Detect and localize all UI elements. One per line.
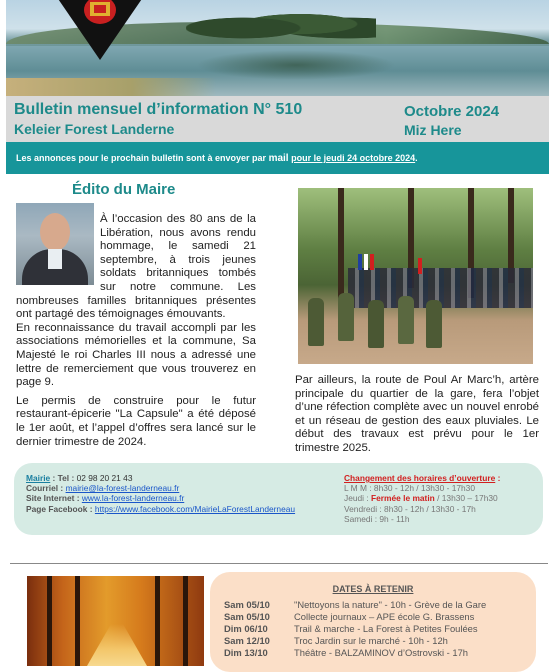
hours-title: Changement des horaires d’ouverture	[344, 473, 496, 483]
autumn-forest-photo	[27, 576, 204, 666]
issue-month-breton: Miz Here	[404, 122, 462, 138]
date-item	[224, 599, 486, 610]
edito-paragraph-continued: Par ailleurs, la route de Poul Ar Marc’h, artère principale du quartier de la gare, fera l’objet d’une réfection complète avec un nouvel enrobé et un réseau de gestion des eaux pluviales. Le début des travaux est prévu pour le 1er trimestre 2025.	[295, 374, 539, 454]
bulletin-title: Bulletin mensuel d’information N° 510	[14, 101, 303, 118]
edito-paragraph: À l’occasion des 80 ans de la Libération, nous avons rendu hommage, le samedi 21 septembre, à trois jeunes soldats britanniques tombés sur notre commune. Les nombreuses familles britanniques présentes ont partagé des témoignages émouvants.	[16, 213, 256, 321]
edito-title: Édito du Maire	[72, 181, 176, 198]
date-item	[224, 647, 468, 658]
date-event: Théâtre - BALZAMINOV d’Ostrovski - 17h	[294, 647, 469, 658]
edito-paragraph: Le permis de construire pour le futur restaurant-épicerie "La Capsule" a été déposé le 1er août, et l’appel d’offres sera lancé sur le dernier trimestre de 2024.	[16, 394, 256, 448]
edito-paragraph: En reconnaissance du travail accompli par les associations mémorielles et la commune, Sa Majesté le roi Charles III nous a adressé une lettre de remerciement que vous trouverez en page 9.	[16, 321, 256, 389]
facebook-label: Page Facebook :	[26, 503, 95, 514]
date-event: Troc Jardin sur le marché - 10h - 12h	[294, 635, 448, 646]
date-day: Sam 05/10	[224, 599, 270, 610]
facebook-link[interactable]: https://www.facebook.com/MairieLaForestLanderneau	[94, 503, 296, 514]
hours-closed-morning: Fermée le matin	[371, 493, 435, 504]
notice-mail-word: mail	[268, 153, 289, 164]
hours-line: Vendredi : 8h30 - 12h / 13h30 - 17h	[344, 503, 476, 514]
date-day: Sam 05/10	[224, 611, 270, 622]
tel-label: : Tel :	[50, 473, 77, 483]
notice-end: .	[415, 153, 418, 163]
section-divider	[10, 563, 548, 564]
bulletin-subtitle: Keleier Forest Landerne	[14, 121, 175, 137]
hours-title-suffix: :	[495, 473, 501, 483]
date-item	[224, 623, 478, 634]
date-day: Sam 12/10	[224, 635, 270, 646]
edito-text	[16, 213, 256, 449]
submission-notice	[6, 142, 549, 174]
date-day: Dim 06/10	[224, 623, 268, 634]
email-link[interactable]: mairie@la-forest-landerneau.fr	[65, 483, 180, 494]
hours-thursday-suffix: / 13h30 – 17h30	[434, 493, 498, 504]
dates-title: DATES À RETENIR	[332, 584, 414, 594]
hours-line: L M M : 8h30 - 12h / 13h30 - 17h30	[344, 483, 475, 494]
date-event: Trail & marche - La Forest à Petites Foulées	[294, 623, 478, 634]
mairie-label: Mairie	[26, 473, 51, 483]
issue-month: Octobre 2024	[404, 103, 500, 120]
phone-number: 02 98 20 21 43	[76, 473, 133, 483]
ceremony-photo	[298, 188, 533, 364]
town-crest-logo	[52, 0, 148, 60]
notice-text: Les annonces pour le prochain bulletin sont à envoyer par	[16, 153, 269, 163]
website-link[interactable]: www.la-forest-landerneau.fr	[81, 493, 185, 504]
email-label: Courriel :	[26, 483, 66, 494]
date-event: Collecte journaux – APE école G. Brassens	[294, 611, 475, 622]
date-item	[224, 611, 474, 622]
hours-thursday-prefix: Jeudi :	[344, 493, 372, 504]
hours-line: Samedi : 9h - 11h	[344, 513, 410, 524]
date-item	[224, 635, 448, 646]
contact-details	[26, 473, 295, 514]
notice-deadline: pour le jeudi 24 octobre 2024	[291, 153, 416, 163]
date-event: "Nettoyons la nature" - 10h - Grève de la Gare	[294, 599, 487, 610]
date-day: Dim 13/10	[224, 647, 268, 658]
opening-hours	[344, 473, 500, 524]
website-label: Site Internet :	[26, 493, 82, 504]
